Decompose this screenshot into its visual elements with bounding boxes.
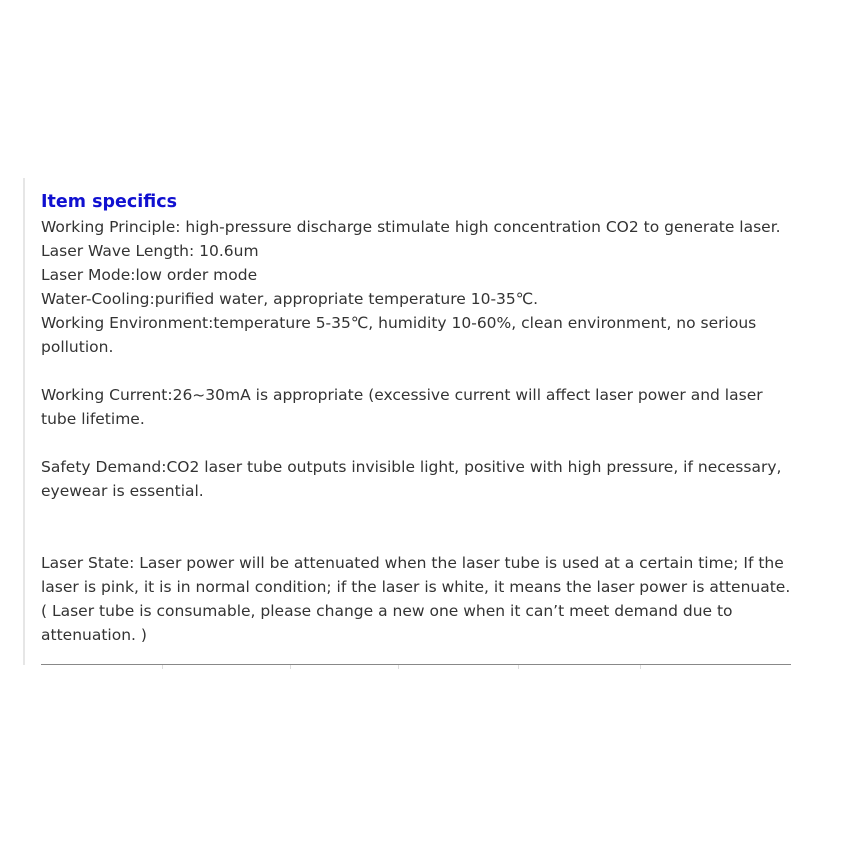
- spec-safety-demand: Safety Demand:CO2 laser tube outputs invisible light, positive with high pressure, if necessary, eyewear is essential.: [41, 458, 782, 500]
- spec-laser-mode: Laser Mode:low order mode: [41, 266, 258, 284]
- section-heading: Item specifics: [41, 192, 178, 212]
- table-column-divider: [162, 665, 163, 669]
- table-column-divider: [518, 665, 519, 669]
- spacer: [41, 431, 801, 455]
- spec-working-principle: Working Principle: high-pressure discharge stimulate high concentration CO2 to generate laser.: [41, 218, 781, 236]
- spec-wave-length: Laser Wave Length: 10.6um: [41, 242, 259, 260]
- left-border: [23, 178, 25, 665]
- spacer: [41, 503, 801, 551]
- spec-water-cooling: Water-Cooling:purified water, appropriate temperature 10-35℃.: [41, 290, 539, 308]
- table-column-divider: [398, 665, 399, 669]
- table-column-divider: [640, 665, 641, 669]
- spec-working-environment: Working Environment:temperature 5-35℃, humidity 10-60%, clean environment, no serious pollution.: [41, 314, 757, 356]
- spec-laser-state: Laser State: Laser power will be attenuated when the laser tube is used at a certain time; If the laser is pink, it is in normal condition; if the laser is white, it means the laser power is attenuate. ( Laser tube is consumable, please change a new one when it can’t meet demand due to attenuation. ): [41, 554, 791, 644]
- spec-working-current: Working Current:26~30mA is appropriate (excessive current will affect laser power and laser tube lifetime.: [41, 386, 763, 428]
- spacer: [41, 359, 801, 383]
- item-specifics-section: [41, 190, 801, 647]
- table-column-divider: [290, 665, 291, 669]
- table-top-border: [41, 664, 791, 665]
